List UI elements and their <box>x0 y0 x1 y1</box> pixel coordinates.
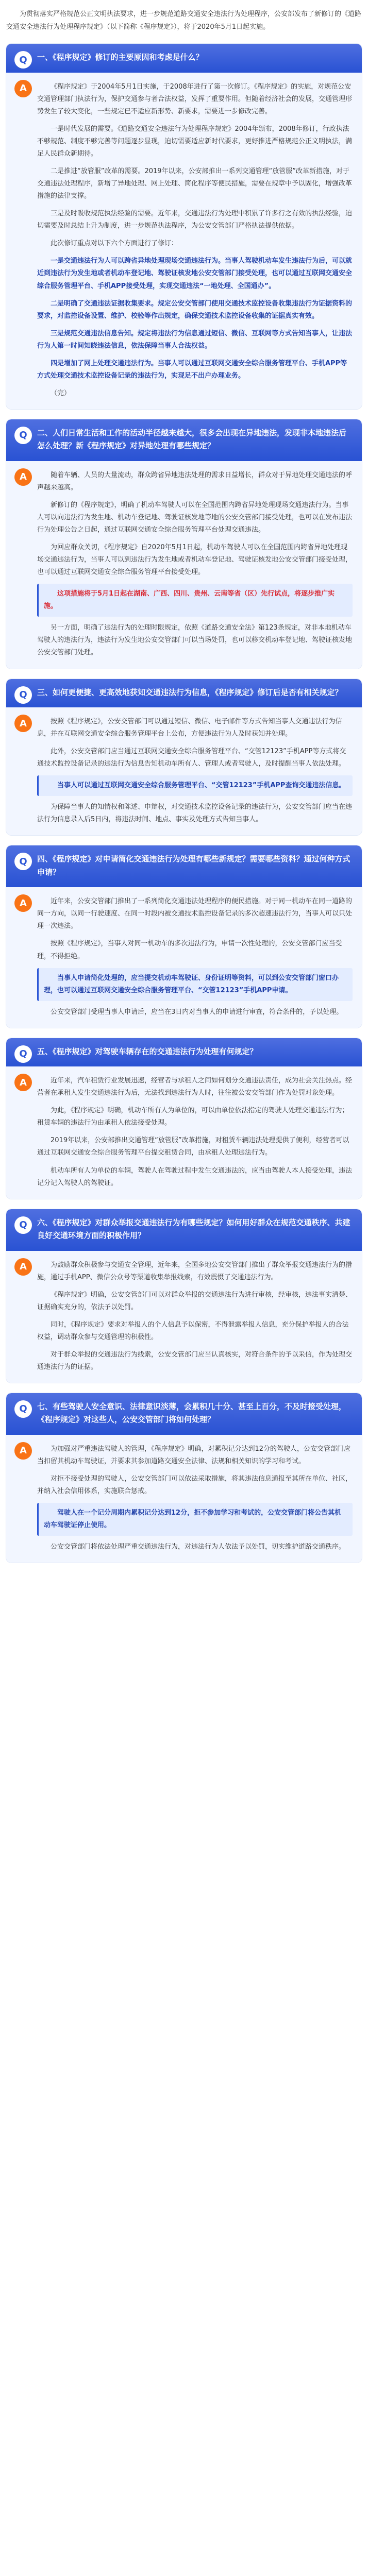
answer-badge: A <box>14 1258 32 1276</box>
answer-point: 三是规范交通违法信息告知。规定将违法行为信息通过短信、微信、互联网等方式告知当事人，让违法行为人第一时间知晓违法信息，依法保障当事人合法权益。 <box>37 329 353 350</box>
answer-paragraph: 同时，《程序规定》要求对举报人的个人信息予以保密，不得泄露举报人信息，充分保护举报人的合法权益，调动群众参与交通管理的积极性。 <box>37 1320 349 1341</box>
question-text: 三、如何更便捷、更高效地获知交通违法行为信息，《程序规定》修订后是否有相关规定？ <box>37 687 343 697</box>
answer-body <box>6 73 362 409</box>
answer-tail: 另一方面，明确了违法行为的处理时限规定，依照《道路交通安全法》第123条规定，对非本地机动车驾驶人的违法行为，违法行为发生地公安交管部门可以当场处罚，也可以移交机动车登记地、驾驶证核发地公安交管部门处理。 <box>37 624 353 657</box>
intro-text: 为贯彻落实严格规范公正文明执法要求，进一步规范道路交通安全违法行为处理程序，公安部发布了新修订的《道路交通安全违法行为处理程序规定》（以下简称《程序规定》），将于2020年5月1日起实施。 <box>6 10 362 31</box>
answer-body <box>6 1435 362 1563</box>
answer-body <box>6 887 362 1027</box>
answer-paragraph: 《程序规定》明确，公安交管部门可以对群众举报的交通违法行为进行审核，经审核，违法事实清楚、证据确实充分的，依法予以处罚。 <box>37 1291 353 1311</box>
answer-paragraph: 为此，《程序规定》明确，机动车所有人为单位的，可以由单位依法指定的驾驶人处理交通违法行为；租赁车辆的违法行为由承租人依法接受处理。 <box>37 1107 349 1127</box>
answer-badge: A <box>14 468 32 486</box>
question-header <box>6 44 362 73</box>
question-text: 五、《程序规定》对驾驶车辆存在的交通违法行为处理有何规定？ <box>37 1046 258 1056</box>
answer-paragraph: 按照《程序规定》，当事人对同一机动车的多次违法行为，申请一次性处理的，公安交管部门应当受理，不得拒绝。 <box>37 940 342 960</box>
highlight-text: 驾驶人在一个记分周期内累积记分达到12分，拒不参加学习和考试的，公安交管部门将公告其机动车驾驶证停止使用。 <box>44 1509 342 1530</box>
question-header <box>6 679 362 708</box>
question-badge: Q <box>14 686 32 704</box>
answer-body <box>6 1251 362 1383</box>
answer-body <box>6 461 362 669</box>
highlight-text: 这项措施将于5月1日起在湖南、广西、四川、贵州、云南等省（区）先行试点，将逐步推广实施。 <box>44 590 335 611</box>
question-text: 七、有些驾驶人安全意识、法律意识淡薄，会累积几十分、甚至上百分，不及时接受处理，《程序规定》对这些人，公安交管部门将如何处理？ <box>37 1401 347 1425</box>
qa-card <box>6 1393 362 1563</box>
qa-list <box>6 44 362 1563</box>
answer-body <box>6 707 362 835</box>
question-badge: Q <box>14 1400 32 1418</box>
question-badge: Q <box>14 1045 32 1063</box>
qa-card <box>6 679 362 836</box>
answer-paragraph: 为鼓励群众积极参与交通安全管理，近年来，全国多地公安交管部门推出了群众举报交通违法行为的措施，通过手机APP、微信公众号等渠道收集举报线索，有效震慑了交通违法行为。 <box>37 1261 353 1281</box>
answer-tail: 对于群众举报的交通违法行为线索，公安交管部门应当认真核实，对符合条件的予以采信，作为处理交通违法行为的证据。 <box>37 1350 353 1371</box>
answer-badge: A <box>14 1074 32 1091</box>
question-text: 一、《程序规定》修订的主要原因和考虑是什么？ <box>37 53 204 62</box>
answer-paragraph: 二是推进“放管服”改革的需要。2019年以来，公安部推出一系列交通管理“放管服”改革新措施，对于交通违法处理程序，新增了异地处理、网上处理、简化程序等便民措施，需要在规章中予以固化，增强改革措施的法律支撑。 <box>37 167 353 200</box>
question-text: 六、《程序规定》对群众举报交通违法行为有哪些规定？如何用好群众在规范交通秩序、共建良好交通环境方面的积极作用？ <box>37 1217 350 1241</box>
answer-paragraph: 按照《程序规定》，公安交管部门可以通过短信、微信、电子邮件等方式告知当事人交通违法行为信息，并在互联网交通安全综合服务管理平台上公布，方便违法行为人及时获知并处理。 <box>37 718 342 738</box>
answer-paragraph: 三是及时吸收规范执法经验的需要。近年来，交通违法行为处理中积累了许多行之有效的执法经验，迫切需要及时总结上升为制度，进一步规范执法程序，为公安交管部门严格执法提供依据。 <box>37 210 353 230</box>
qa-card <box>6 845 362 1027</box>
answer-paragraph: 此外，公安交管部门应当通过互联网交通安全综合服务管理平台、“交管12123”手机APP等方式将交通技术监控设备记录的违法行为信息告知机动车所有人、管理人或者驾驶人，及时提醒当事人依法处理。 <box>37 748 346 768</box>
question-header <box>6 419 362 461</box>
answer-tail: 公安交管部门受理当事人申请后，应当在3日内对当事人的申请进行审查，符合条件的，予以处理。 <box>51 1008 343 1016</box>
question-badge: Q <box>14 427 32 444</box>
question-header <box>6 1038 362 1067</box>
answer-point: 一是交通违法行为人可以跨省异地处理现场交通违法行为。当事人驾驶机动车发生违法行为后，可以就近到违法行为发生地或者机动车登记地、驾驶证核发地公安交管部门接受处理，也可以通过互联网交通安全综合服务管理平台、手机APP接受处理，实现交通违法“一地处理、全国通办”。 <box>37 257 353 290</box>
question-text: 四、《程序规定》对申请简化交通违法行为处理有哪些新规定？需要哪些资料？通过何种方式申请？ <box>37 854 350 877</box>
answer-tail: 机动车所有人为单位的车辆，驾驶人在驾驶过程中发生交通违法的，应当由驾驶人本人接受处理，违法记分记入驾驶人的驾驶证。 <box>37 1166 353 1187</box>
qa-card <box>6 419 362 669</box>
answer-tail: 为保障当事人的知情权和陈述、申辩权，对交通技术监控设备记录的违法行为，公安交管部门应当在违法行为信息录入后5日内，将违法时间、地点、事实及处理方式告知当事人。 <box>37 803 353 824</box>
answer-paragraph: 此次修订重点对以下六个方面进行了修订： <box>51 240 178 248</box>
answer-badge: A <box>14 715 32 732</box>
answer-paragraph: 为回应群众关切，《程序规定》自2020年5月1日起，机动车驾驶人可以在全国范围内跨省异地处理现场交通违法行为，当事人可以到违法行为发生地或者机动车登记地、驾驶证核发地公安交管部门接受处理，也可以通过互联网交通安全综合服务管理平台接受处理。 <box>37 544 353 577</box>
question-badge: Q <box>14 853 32 870</box>
answer-paragraph: 近年来，汽车租赁行业发展迅速，经营者与承租人之间如何划分交通违法责任，成为社会关注热点。经营者在承租人发生交通违法行为后，无法找到违法行为人时，往往被公安交管部门作为处罚对象处理。 <box>37 1077 353 1097</box>
answer-paragraph: 新修订的《程序规定》，明确了机动车驾驶人可以在全国范围内跨省异地处理现场交通违法行为。当事人可以向违法行为发生地、机动车登记地、驾驶证核发地等地的公安交管部门接受处理，也可以在发布违法行为处理公告之日起，通过互联网交通安全综合服务管理平台处理交通违法。 <box>37 501 353 534</box>
qa-card <box>6 1209 362 1383</box>
question-header <box>6 1393 362 1435</box>
qa-card <box>6 44 362 409</box>
answer-paragraph: 近年来，公安交管部门推出了一系列简化交通违法处理程序的便民措施。对于同一机动车在同一道路的同一方向，以同一行驶速度、在同一时段内被交通技术监控设备记录的多次超速违法行为，当事人可以只处理一次违法。 <box>37 897 353 930</box>
question-header <box>6 845 362 887</box>
answer-paragraph: 《程序规定》于2004年5月1日实施，于2008年进行了第一次修订。《程序规定》的实施，对规范公安交通管理部门执法行为，保护交通参与者合法权益，发挥了重要作用。但随着经济社会的发展，交通管理形势发生了较大变化，一些规定已不适应新形势、新要求，需要进一步修改完善。 <box>37 82 353 115</box>
answer-point: 四是增加了网上处理交通违法行为。当事人可以通过互联网交通安全综合服务管理平台、手机APP等方式处理交通技术监控设备记录的违法行为，实现足不出户办理业务。 <box>37 359 347 380</box>
answer-point: 二是明确了交通违法证据收集要求。规定公安交管部门使用交通技术监控设备收集违法行为证据资料的要求，对监控设备设置、维护、校验等作出规定，确保交通技术监控设备收集的证据真实有效。 <box>37 299 353 320</box>
highlight-text: 当事人可以通过互联网交通安全综合服务管理平台、“交管12123”手机APP查询交通违法信息。 <box>57 782 346 790</box>
question-header <box>6 1209 362 1251</box>
highlight-box <box>37 775 353 796</box>
answer-badge: A <box>14 1442 32 1460</box>
answer-paragraph: 一是时代发展的需要。《道路交通安全违法行为处理程序规定》2004年颁布，2008年修订，行政执法不够规范、制度不够完善等问题逐步显现，迫切需要适应新时代要求，更好推进严格规范公正文明执法，满足人民群众新期待。 <box>37 125 353 158</box>
answer-paragraph: 对拒不接受处理的驾驶人，公安交管部门可以依法采取措施，将其违法信息通报至其所在单位、社区，并纳入社会信用体系，实施联合惩戒。 <box>37 1475 353 1496</box>
question-badge: Q <box>14 51 32 69</box>
question-badge: Q <box>14 1216 32 1234</box>
answer-body <box>6 1066 362 1198</box>
answer-paragraph: 2019年以来，公安部推出交通管理“放管服”改革措施，对租赁车辆违法处理提供了便利，经营者可以通过互联网交通安全综合服务管理平台提交租赁合同，由承租人处理违法行为。 <box>37 1137 349 1157</box>
highlight-box <box>37 1503 353 1536</box>
answer-tail: 公安交管部门将依法处理严重交通违法行为，对违法行为人依法予以处罚，切实维护道路交通秩序。 <box>51 1543 346 1551</box>
answer-paragraph: 随着车辆、人员的大量流动，群众跨省异地违法处理的需求日益增长，群众对于异地处理交通违法的呼声越来越高。 <box>37 471 353 492</box>
highlight-box <box>37 968 353 1001</box>
answer-tail: （完） <box>51 389 71 397</box>
highlight-text: 当事人申请简化处理的，应当提交机动车驾驶证、身份证明等资料，可以到公安交管部门窗口办理，也可以通过互联网交通安全综合服务管理平台、“交管12123”手机APP申请。 <box>44 974 339 994</box>
answer-badge: A <box>14 894 32 912</box>
answer-badge: A <box>14 80 32 97</box>
answer-paragraph: 为加强对严重违法驾驶人的管理，《程序规定》明确，对累积记分达到12分的驾驶人，公安交管部门应当扣留其机动车驾驶证，并要求其参加道路交通安全法律、法规和相关知识的学习和考试。 <box>37 1445 351 1466</box>
qa-card <box>6 1038 362 1199</box>
highlight-box <box>37 584 353 617</box>
question-text: 二、人们日常生活和工作的活动半径越来越大，很多会出现在异地违法，发现非本地违法后怎么处理？新《程序规定》对异地处理有哪些规定？ <box>37 428 347 451</box>
